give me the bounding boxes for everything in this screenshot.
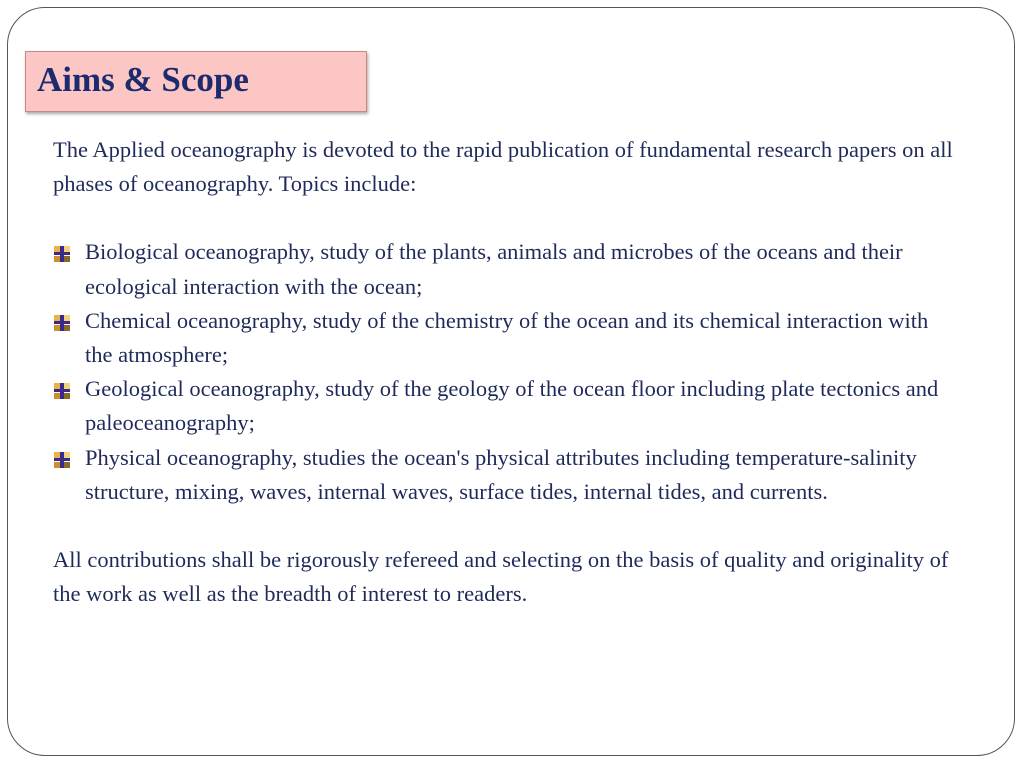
cube-bullet-icon — [53, 245, 71, 263]
bullet-text: Physical oceanography, studies the ocean's physical attributes including temperature-salinity structure, mixing, waves, internal waves, surface tides, internal tides, and currents. — [85, 444, 917, 504]
cube-bullet-icon — [53, 382, 71, 400]
list-item — [53, 304, 953, 372]
spacer — [53, 509, 953, 543]
cube-bullet-icon — [53, 451, 71, 469]
title-box — [25, 51, 367, 112]
spacer — [53, 201, 953, 235]
closing-paragraph: All contributions shall be rigorously refereed and selecting on the basis of quality and originality of the work as well as the breadth of interest to readers. — [53, 547, 949, 607]
bullet-text: Geological oceanography, study of the geology of the ocean floor including plate tectonics and paleoceanography; — [85, 376, 939, 436]
cube-bullet-icon — [53, 314, 71, 332]
slide-title: Aims & Scope — [37, 60, 249, 99]
list-item — [53, 235, 953, 303]
slide-content — [53, 133, 953, 611]
intro-paragraph: The Applied oceanography is devoted to the rapid publication of fundamental research papers on all phases of oceanography. Topics include: — [53, 137, 953, 197]
list-item — [53, 372, 953, 440]
topics-list — [53, 235, 953, 509]
list-item — [53, 441, 953, 509]
bullet-text: Chemical oceanography, study of the chemistry of the ocean and its chemical interaction with the atmosphere; — [85, 307, 929, 368]
bullet-text: Biological oceanography, study of the plants, animals and microbes of the oceans and their ecological interaction with the ocean; — [85, 239, 903, 299]
